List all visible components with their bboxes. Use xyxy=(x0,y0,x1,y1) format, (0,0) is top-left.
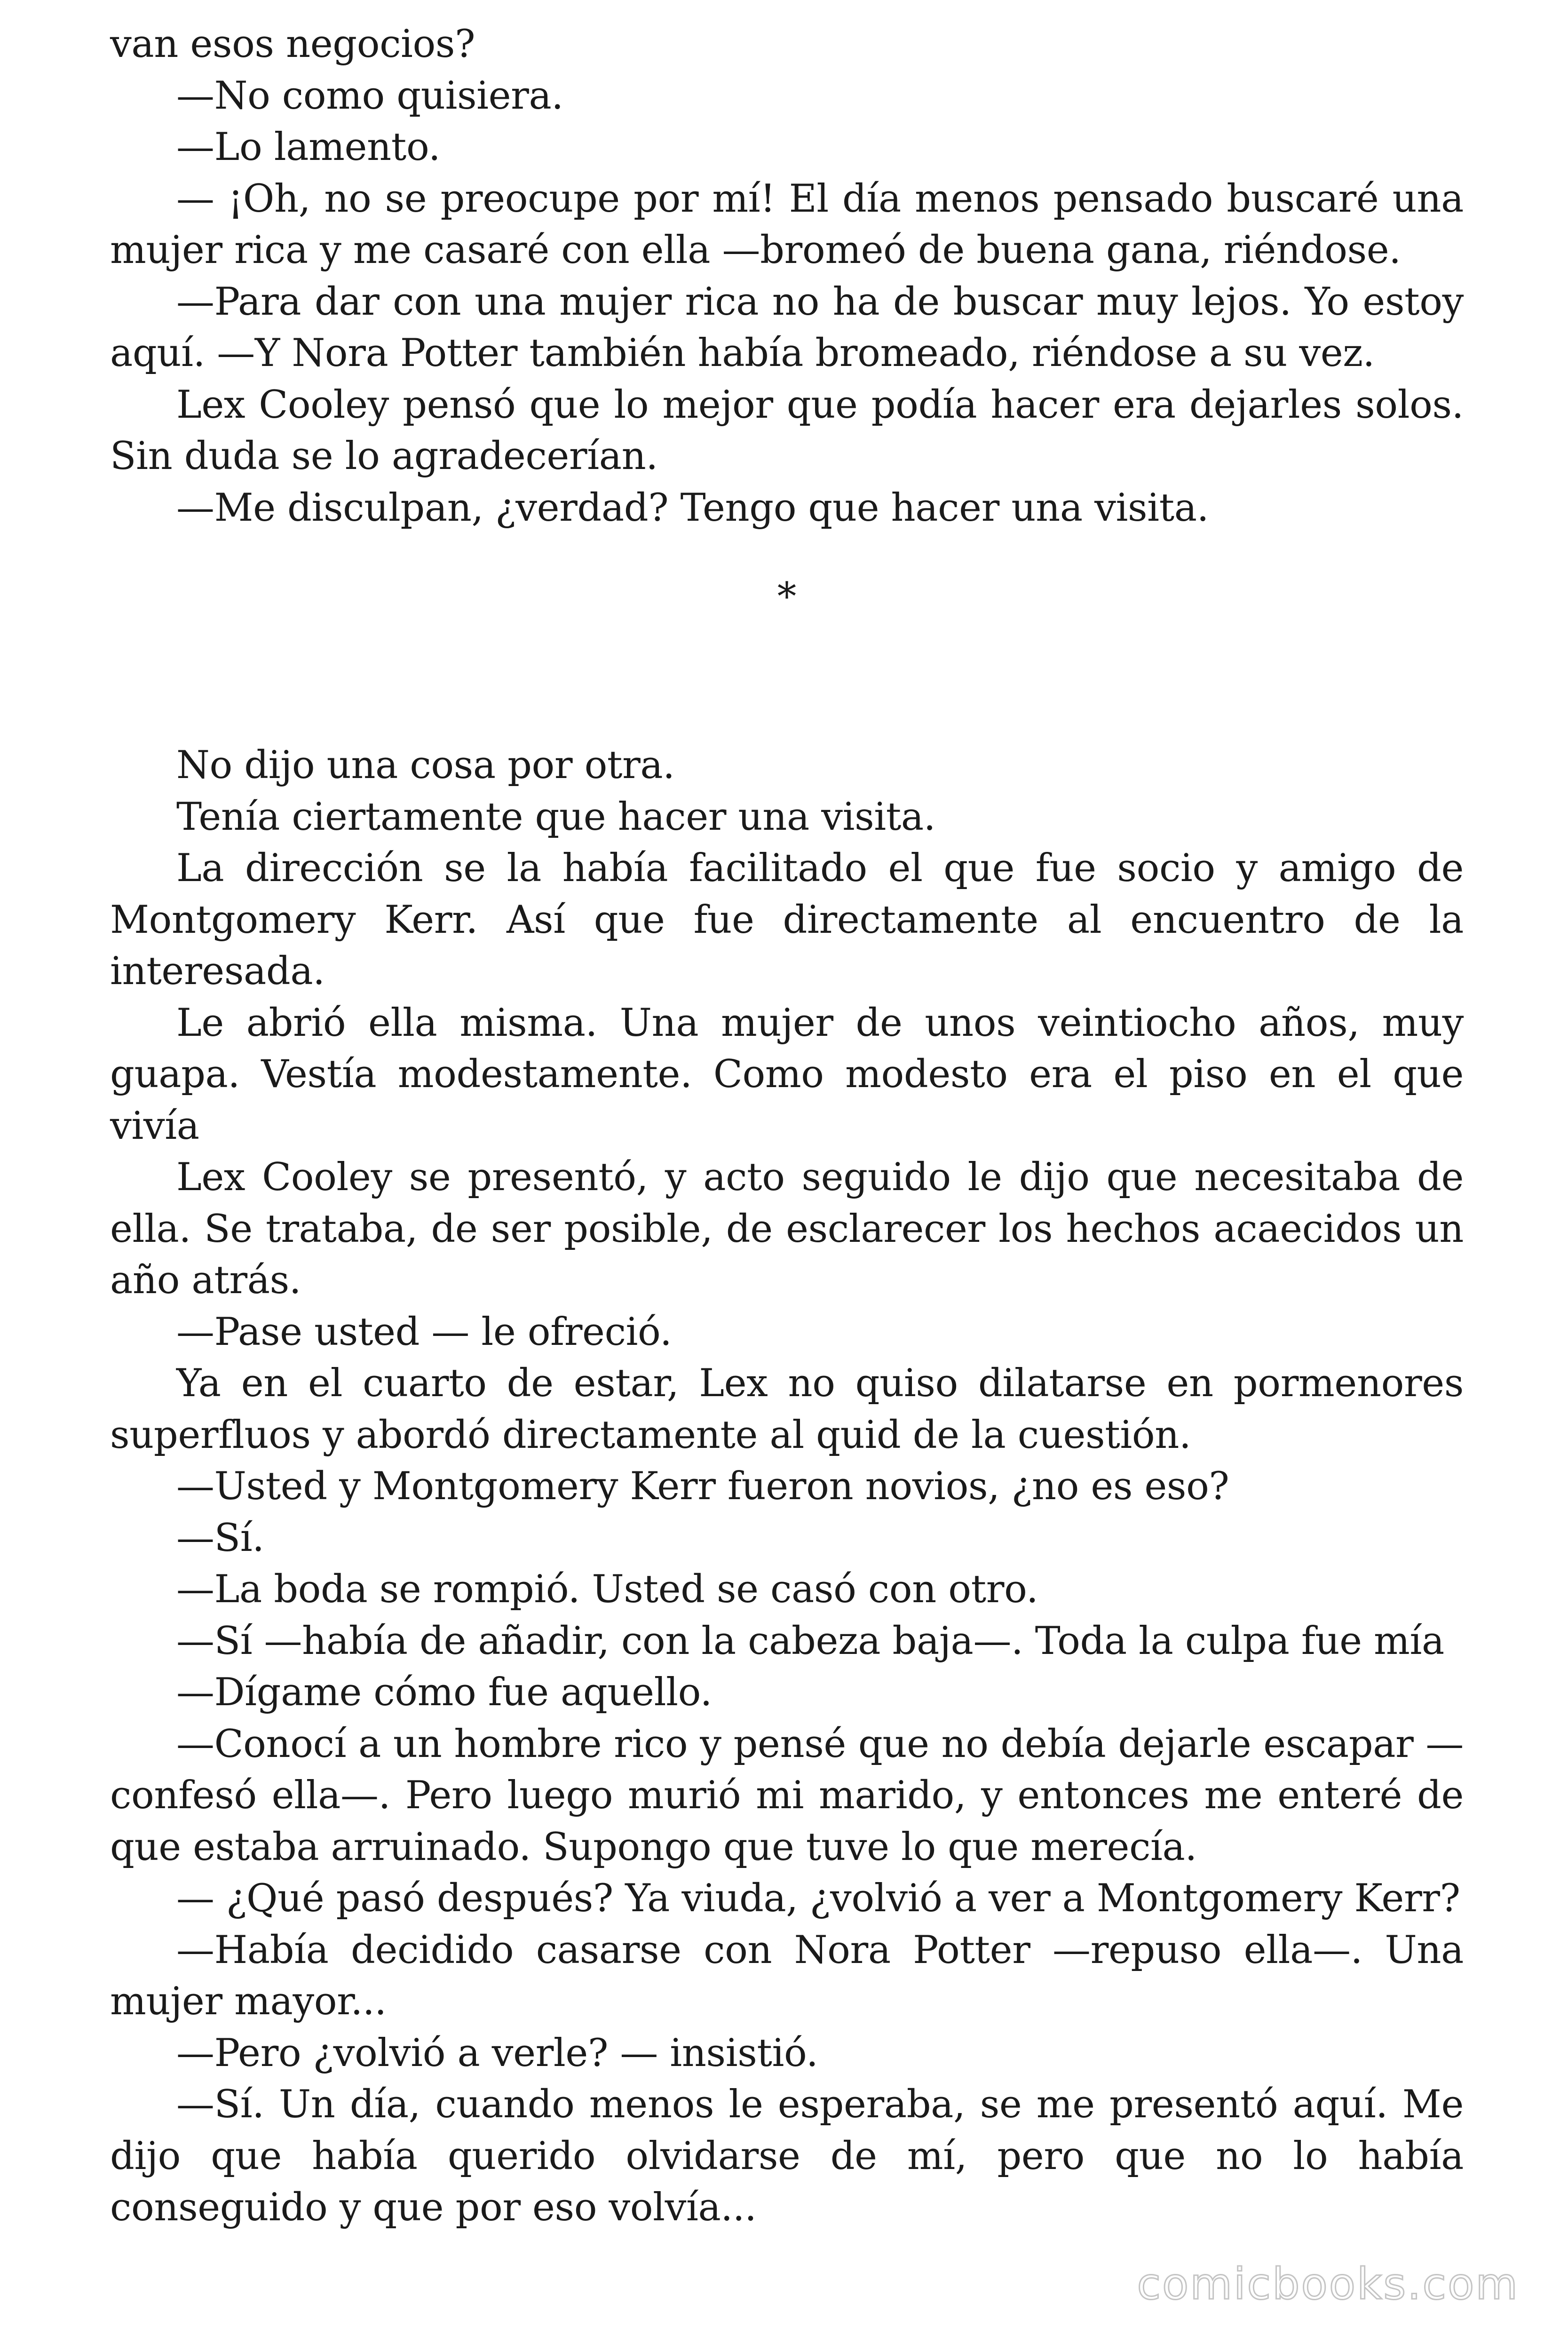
page-text xyxy=(110,19,1464,2234)
paragraph: van esos negocios? xyxy=(110,22,475,66)
paragraph: —La boda se rompió. Usted se casó con otro. xyxy=(176,1567,1038,1612)
text-block-after-break xyxy=(110,740,1464,2234)
text-block-before-break xyxy=(110,19,1464,534)
paragraph: Lex Cooley se presentó, y acto seguido le dijo que necesitaba de ella. Se trataba, de ser posible, de esclarecer los hechos acaecidos un año atrás. xyxy=(110,1155,1464,1303)
paragraph: Le abrió ella misma. Una mujer de unos veintiocho años, muy guapa. Vestía modestamente. Como modesto era el piso en el que vivía xyxy=(110,1001,1464,1148)
paragraph: —Pero ¿volvió a verle? — insistió. xyxy=(176,2031,818,2075)
paragraph: —Sí —había de añadir, con la cabeza baja—. Toda la culpa fue mía xyxy=(176,1619,1444,1663)
paragraph: —Dígame cómo fue aquello. xyxy=(176,1670,712,1715)
paragraph: —Conocí a un hombre rico y pensé que no debía dejarle escapar —confesó ella—. Pero luego murió mi marido, y entonces me enteré de que estaba arruinado. Supongo que tuve lo que merecía. xyxy=(110,1722,1464,1869)
paragraph: No dijo una cosa por otra. xyxy=(176,743,675,787)
paragraph: —No como quisiera. xyxy=(176,73,563,118)
watermark-text: comicbooks.com xyxy=(1137,2259,1519,2309)
scene-break-asterisk: * xyxy=(777,575,797,619)
paragraph: Ya en el cuarto de estar, Lex no quiso dilatarse en pormenores superfluos y abordó directamente al quid de la cuestión. xyxy=(110,1361,1464,1457)
paragraph: — ¡Oh, no se preocupe por mí! El día menos pensado buscaré una mujer rica y me casaré con ella —bromeó de buena gana, riéndose. xyxy=(110,176,1464,272)
paragraph: Tenía ciertamente que hacer una visita. xyxy=(176,795,936,839)
paragraph: —Había decidido casarse con Nora Potter —repuso ella—. Una mujer mayor... xyxy=(110,1928,1464,2024)
paragraph: —Sí. xyxy=(176,1516,264,1560)
paragraph: —Lo lamento. xyxy=(176,125,441,169)
paragraph: —Pase usted — le ofreció. xyxy=(176,1310,672,1354)
paragraph: — ¿Qué pasó después? Ya viuda, ¿volvió a ver a Montgomery Kerr? xyxy=(176,1876,1460,1921)
paragraph: —Para dar con una mujer rica no ha de buscar muy lejos. Yo estoy aquí. —Y Nora Potter también había bromeado, riéndose a su vez. xyxy=(110,279,1464,375)
paragraph: La dirección se la había facilitado el que fue socio y amigo de Montgomery Kerr. Así que fue directamente al encuentro de la interesada. xyxy=(110,846,1464,993)
paragraph: —Me disculpan, ¿verdad? Tengo que hacer una visita. xyxy=(176,485,1209,530)
paragraph: —Usted y Montgomery Kerr fueron novios, ¿no es eso? xyxy=(176,1464,1229,1509)
paragraph: —Sí. Un día, cuando menos le esperaba, se me presentó aquí. Me dijo que había querido olvidarse de mí, pero que no lo había conseguido y que por eso volvía... xyxy=(110,2082,1464,2230)
paragraph: Lex Cooley pensó que lo mejor que podía hacer era dejarles solos. Sin duda se lo agradecerían. xyxy=(110,382,1464,478)
